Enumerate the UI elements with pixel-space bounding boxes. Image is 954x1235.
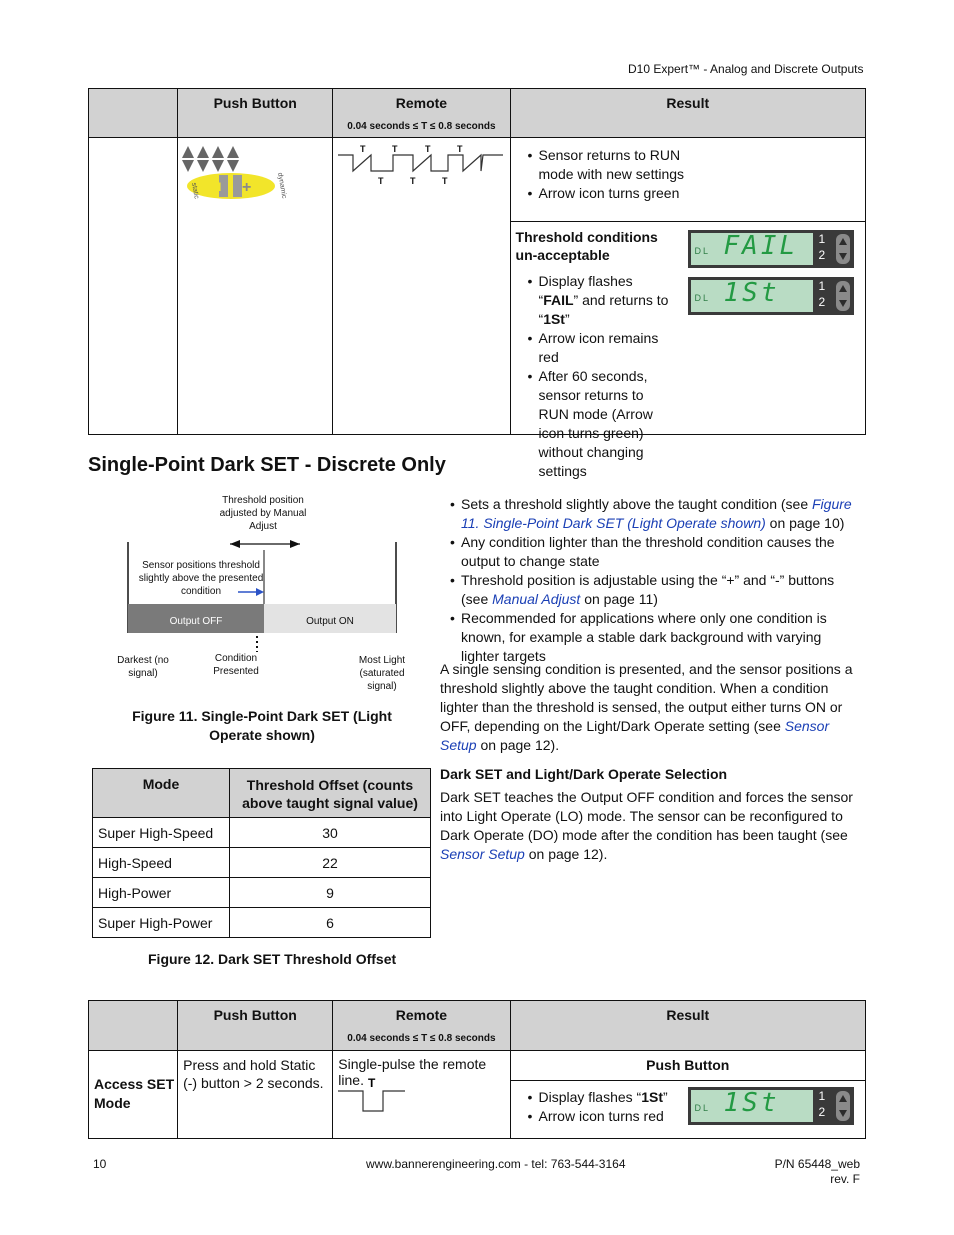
offset-head-value: Threshold Offset (counts above taught signal value) <box>230 769 431 818</box>
svg-text:T: T <box>392 144 398 154</box>
blank-header <box>89 89 178 138</box>
sensor-setup-link[interactable]: Sensor Setup <box>440 718 830 753</box>
bullet-item: • Threshold position is adjustable using the “+” and “-” buttons (see Manual Adjust on page 11) <box>450 571 862 609</box>
manual-adjust-link[interactable]: Manual Adjust <box>492 591 581 607</box>
svg-text:T: T <box>442 176 448 186</box>
bullet-item: • Sets a threshold slightly above the taught condition (see Figure 11. Single-Point Dark SET (Light Operate shown) on page 10) <box>450 495 862 533</box>
result-head: Push Button <box>510 1051 865 1081</box>
svg-text:T: T <box>425 144 431 154</box>
table-row: Super High-Power 6 <box>93 908 431 938</box>
offset-head-mode: Mode <box>93 769 230 818</box>
result-bottom-title: Threshold conditions un-acceptable <box>515 229 658 263</box>
plus-button-label: + <box>242 179 252 196</box>
result-item: • Display flashes “FAIL” and returns to “1St” <box>528 272 676 329</box>
darkest-label: Darkest (no signal) <box>117 655 169 679</box>
remote-text: Single-pulse the remote line. <box>338 1056 487 1088</box>
page-header: D10 Expert™ - Analog and Discrete Outputs <box>628 62 864 76</box>
col-push-button: Push Button <box>213 1007 297 1023</box>
single-pulse-diagram <box>333 1075 510 1115</box>
svg-text:T: T <box>368 1076 376 1090</box>
output-on-label: Output ON <box>306 616 354 627</box>
svg-text:T: T <box>360 144 366 154</box>
lcd-display-fail: DL FAIL 1 2 <box>688 230 854 268</box>
footer-web: www.bannerengineering.com - tel: 763-544-3164 <box>366 1157 626 1171</box>
col-push-button: Push Button <box>213 95 297 111</box>
push-button-cell <box>178 138 333 435</box>
col-result: Result <box>666 95 710 111</box>
offset-table <box>92 768 431 938</box>
blank-cell <box>89 138 178 435</box>
threshold-note: Threshold position adjusted by Manual Adjust <box>219 495 307 532</box>
row-label: Access SET Mode <box>89 1051 178 1139</box>
result-item: • Display flashes “1St” <box>528 1088 688 1107</box>
dynamic-label: dynamic <box>276 172 288 200</box>
threshold-diagram <box>100 490 420 700</box>
figure11-link[interactable]: Figure 11. Single-Point Dark SET (Light Operate shown) <box>461 496 852 531</box>
multi-arrow-icon <box>182 146 239 172</box>
subheading: Dark SET and Light/Dark Operate Selection <box>440 766 728 782</box>
remote-pulse-diagram <box>333 138 510 188</box>
sensor-setup-link[interactable]: Sensor Setup <box>440 846 525 862</box>
col-remote-sub: 0.04 seconds ≤ T ≤ 0.8 seconds <box>347 1033 496 1044</box>
dark-set-paragraph: Dark SET teaches the Output OFF condition and forces the sensor into Light Operate (LO) mode. The sensor can be reconfigured to Dark Operate (DO) mode after the condition has been taught (see Sensor Setup on page 12). <box>440 789 853 862</box>
table-row: High-Speed 22 <box>93 848 431 878</box>
push-text: Press and hold Static (-) button > 2 seconds. <box>178 1051 333 1139</box>
rocker-button-icon <box>836 1091 850 1121</box>
result-item: • Arrow icon turns red <box>528 1107 688 1126</box>
svg-text:T: T <box>457 144 463 154</box>
lcd-display-1st: DL 1St 1 2 <box>688 1087 854 1125</box>
result-bottom-cell <box>510 222 865 479</box>
col-remote: Remote <box>395 1007 448 1023</box>
remote-cell <box>333 1051 510 1139</box>
rocker-button-icon <box>836 281 850 311</box>
col-result: Result <box>666 1007 710 1023</box>
result-item: • Sensor returns to RUN mode with new settings <box>528 146 708 184</box>
sensor-note: Sensor positions threshold slightly above the presented condition <box>138 560 264 597</box>
section-title: Single-Point Dark SET - Discrete Only <box>88 454 446 476</box>
result-item: • Arrow icon remains red <box>528 329 676 367</box>
footer-pn: P/N 65448_web <box>774 1157 860 1171</box>
feature-bullets <box>450 495 862 666</box>
most-light-label: Most Light (saturated signal) <box>358 655 406 692</box>
blank-header <box>89 1001 178 1051</box>
table-row: Super High-Speed 30 <box>93 818 431 848</box>
svg-text:T: T <box>378 176 384 186</box>
col-remote: Remote <box>395 95 448 111</box>
bullet-item: • Any condition lighter than the threshold condition causes the output to change state <box>450 533 862 571</box>
description-paragraph: A single sensing condition is presented, and the sensor positions a threshold slightly above the taught condition. When a condition lighter than the threshold is sensed, the output either turns ON or OFF, depending on the Light/Dark Operate setting (see Sensor Setup on page 12). <box>440 661 853 753</box>
lcd-display-1st: DL 1St 1 2 <box>688 277 854 315</box>
footer-rev: rev. F <box>830 1172 860 1186</box>
result-cell <box>510 1081 865 1139</box>
output-off-label: Output OFF <box>169 616 223 627</box>
minus-button-label: I <box>218 180 222 194</box>
remote-cell <box>333 138 510 435</box>
svg-text:T: T <box>410 176 416 186</box>
teach-table-bottom <box>88 1000 866 1139</box>
table-row: High-Power 9 <box>93 878 431 908</box>
static-label: static <box>190 182 200 200</box>
push-buttons-illustration <box>178 138 333 218</box>
bullet-item: • Recommended for applications where only one condition is known, for example a stable dark background with varying lighter targets <box>450 609 862 666</box>
figure11-caption: Figure 11. Single-Point Dark SET (Light Operate shown) <box>132 708 392 743</box>
result-item: • Arrow icon turns green <box>528 184 708 203</box>
col-remote-sub: 0.04 seconds ≤ T ≤ 0.8 seconds <box>347 121 496 132</box>
result-top-cell <box>510 138 865 222</box>
result-item: • After 60 seconds, sensor returns to RUN mode (Arrow icon turns green) without changing settings <box>528 367 676 481</box>
page-number: 10 <box>93 1157 107 1171</box>
figure12-caption: Figure 12. Dark SET Threshold Offset <box>148 951 397 967</box>
rocker-button-icon <box>836 234 850 264</box>
condition-label: Condition Presented <box>213 653 259 677</box>
